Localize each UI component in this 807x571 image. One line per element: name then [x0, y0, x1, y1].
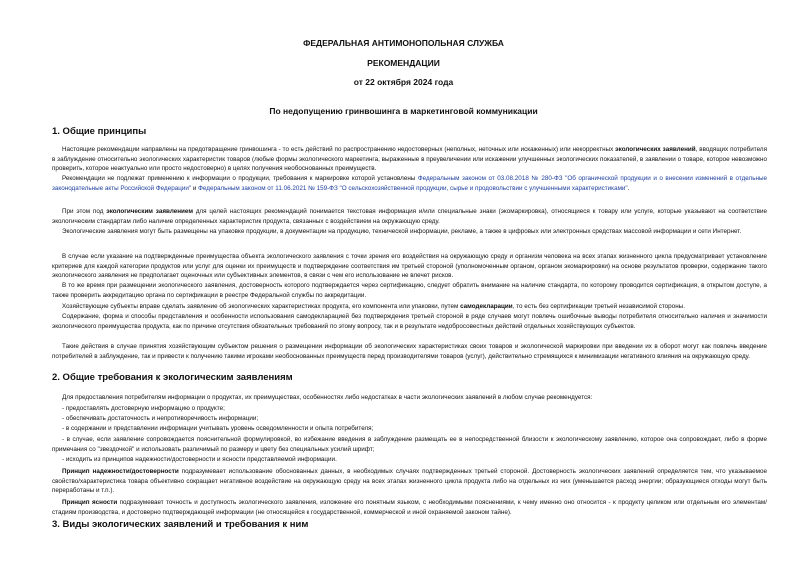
term-eco-claims: экологических заявлений	[615, 146, 696, 153]
term-self-declaration: самодекларации	[460, 303, 513, 310]
paragraph-self-declaration-risks: Содержание, форма и способы представления и особенности использования самодекларацией без подтверждения третьей стороной в ряде случаев могут повлечь ошибочные выводы потребителя относительно наличия и значимости экологического преимущества продукта, как по причине отсутствия обязательных требований по этому вопросу, так и в результате недобросовестных действий отдельных хозяйствующих субъектов.	[52, 313, 767, 330]
doc-date: от 22 октября 2024 года	[353, 77, 454, 87]
paragraph-third-party-criteria: В случае если указание на подтвержденные преимущества объекта экологического заявления с точки зрения его воздействия на окружающую среду и организм человека на всех этапах жизненного цикла предусматривает установление критериев для каждой категории продуктов или услуг для оценки их преимуществ и подтверждение соответствия им третьей стороной (уполномоченным органом, органом экомаркировки) на основе результатов проверки, содержание такого экологического заявления не предполагает оценочных или субъективных элементов, в связи с чем его использование не влечет рисков.	[52, 253, 767, 280]
law-link-159fz[interactable]: Федеральным законом от 11.06.2021 № 159-ФЗ "О сельскохозяйственной продукции, сырье и продовольствии с улучшенными характеристиками"	[198, 184, 628, 192]
doc-type-heading: РЕКОМЕНДАЦИИ	[367, 58, 440, 68]
term-eco-claim: экологическим заявлением	[106, 208, 193, 215]
section-3-heading: 3. Виды экологических заявлений и требования к ним	[52, 519, 309, 530]
list-item: - в случае, если заявление сопровождается пояснительной формулировкой, во избежание введения в заблуждение размещать ее в непосредственной близости к экологическому заявлению, которое она сопровождает, либо в форме примечания со "звездочкой" и использовать различимый по размеру и цвету без специальных усилий шрифт;	[52, 436, 767, 453]
paragraph-greenwashing-definition	[52, 145, 767, 174]
paragraph-self-declaration	[52, 302, 767, 312]
paragraph-reliability-principle	[52, 467, 767, 496]
text-run: Настоящие рекомендации направлены на предотвращение гринвошинга - то есть действий по распространению недостоверных (неполных, неточных или искаженных) или некорректных	[62, 146, 616, 153]
list-item: - предоставлять достоверную информацию о продукте;	[62, 405, 225, 412]
paragraph-recommendations-intro: Для предоставления потребителям информации о продуктах, их преимуществах, особенностях либо недостатках в части экологических заявлений в любом случае рекомендуется:	[62, 394, 593, 401]
text-run: Рекомендации не подлежат применению к информации о продукции, требования к маркировке которой установлены	[62, 175, 418, 182]
list-item: - исходить из принципов надежности/достоверности и ясности представляемой информации.	[62, 456, 337, 463]
paragraph-claim-placement: Экологические заявления могут быть размещены на упаковке продукции, в документации на продукцию, технической информации, рекламе, а также в цифровых или электронных средствах массовой информации и сети Интернет.	[62, 228, 742, 235]
text-run: .	[627, 184, 630, 192]
section-2-heading: 2. Общие требования к экологическим заявлениям	[52, 372, 293, 383]
text-run: , вводящих потребителя в заблуждение относительно экологических характеристик товаров (любые формы экологического маркетинга, выраженные в преувеличении или искажении улучшенных экологических показателей, в заявлении о товаре, которое невозможно проверить, которое неактуально или просто недостоверно) в целях получения необоснованных преимуществ.	[52, 146, 767, 173]
text-run: Хозяйствующие субъекты вправе сделать заявление об экологических характеристиках продукта, его компонента или упаковки, путем	[62, 303, 461, 310]
doc-title: По недопущению гринвошинга в маркетинговой коммуникации	[269, 106, 538, 116]
text-run: При этом под	[62, 208, 107, 215]
text-run: для целей настоящих рекомендаций понимается текстовая информация и/или специальные знаки (экомаркировка), относящиеся к товару или услуге, которые указывают на соответствие экологическим стандартам либо наличие определенных характеристик продукта, связанных с воздействием на окружающую среду.	[52, 208, 767, 225]
paragraph-scope-exclusion	[52, 174, 767, 193]
list-item: - обеспечивать достаточность и непротиворечивость информации;	[62, 415, 259, 422]
term-clarity: Принцип ясности	[62, 499, 118, 506]
term-reliability: Принцип надежности/достоверности	[62, 468, 179, 475]
paragraph-clarity-principle	[52, 498, 767, 517]
list-item: - в содержании и представлении информации учитывать уровень осведомленности и опыта потребителя;	[62, 425, 374, 432]
text-run: подразумевает точность и доступность экологического заявления, изложение его понятным языком, с необходимыми пояснениями, к чему именно оно относится - к продукту целиком или отдельным его элементам/стадиям производства, и достоверно подтверждающей информации (не относящейся к государственной, коммерческой и иной охраняемой законом тайне).	[52, 499, 768, 516]
agency-heading: ФЕДЕРАЛЬНАЯ АНТИМОНОПОЛЬНАЯ СЛУЖБА	[303, 38, 504, 48]
section-1-heading: 1. Общие принципы	[52, 126, 147, 137]
text-run: и	[191, 184, 199, 192]
text-run: подразумевает использование обоснованных данных, в необходимых случаях подтвержденных третьей стороной. Достоверность экологических заявлений определяется тем, что указываемое свойство/характеристика товара объективно сокращает негативное воздействие на окружающую среду на всех этапах жизненного цикла продукта либо на отдельных из них (уменьшается расход энергии; образующиеся отходы могут быть переработаны и т.п.).	[52, 468, 767, 495]
paragraph-eco-claim-definition	[52, 207, 767, 226]
text-run: , то есть без сертификации третьей независимой стороны.	[512, 303, 685, 310]
paragraph-certification: В то же время при размещении экологического заявления, достоверность которого подтверждается через сертификацию, следует обратить внимание на наличие стандарта, по которому проводится сертификация, в открытом доступе, а также проверить аккредитацию органа по сертификации в реестре Федеральной службы по аккредитации.	[52, 282, 767, 299]
paragraph-consumer-misleading: Такие действия в случае принятия хозяйствующим субъектом решения о размещении информации об экологических характеристиках своих товаров и экологической маркировки при введении их в оборот могут как повлечь введение потребителей в заблуждение, так и привести к получению такими игроками необоснованных преимуществ перед производителями товаров (услуг), действительно стремящихся к минимизации негативного влияния на окружающую среду.	[52, 343, 767, 360]
law-link-280fz[interactable]: Федеральным законом от 03.08.2018 № 280-ФЗ "Об органической продукции и о внесении изменений в отдельные законодательные акты Российской Федерации"	[52, 175, 767, 192]
